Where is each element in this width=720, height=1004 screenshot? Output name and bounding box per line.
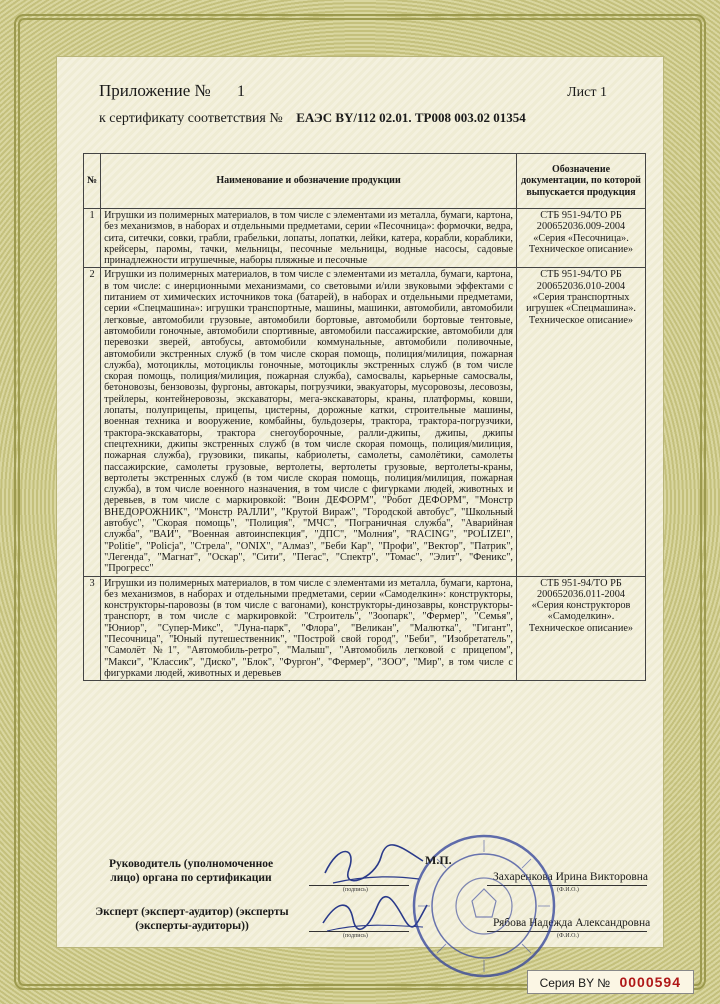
row-doc: СТБ 951-94/ТО РБ 200652036.010-2004 «Серия транспортных игрушек «Спецмашина». Техническое описание» bbox=[517, 268, 646, 576]
head-signature-caption: (подпись) bbox=[343, 887, 368, 893]
table-row bbox=[84, 268, 646, 576]
stamp-mark: М.П. bbox=[425, 853, 452, 867]
header-doc: Обозначение документации, по которой выпускается продукция bbox=[517, 154, 646, 209]
header-num: № bbox=[84, 154, 101, 209]
row-num: 3 bbox=[84, 576, 101, 681]
header-name: Наименование и обозначение продукции bbox=[101, 154, 517, 209]
expert-signature-caption: (подпись) bbox=[343, 933, 368, 939]
row-doc: СТБ 951-94/ТО РБ 200652036.011-2004 «Серия конструкторов «Самоделкин». Техническое описание» bbox=[517, 576, 646, 681]
table-row bbox=[84, 576, 646, 681]
expert-name: Рябова Надежда Александровна bbox=[493, 917, 651, 929]
row-name: Игрушки из полимерных материалов, в том числе с элементами из металла, бумаги, картона, без механизмов, в наборах и отдельными предметами, серии «Песочница»: формочки, ведра, сита, ситечки, совки, грабли, грабельки, лопаты, лопатки, лейки, катера, корабли, кораблики, крейсеры, паромы, тачки, мельницы, песочные мельницы, водные насосы, садовые принадлежности игрушечные, наборы пляжные и песочные bbox=[101, 209, 517, 268]
table-row bbox=[84, 209, 646, 268]
head-name: Захаренкова Ирина Викторовна bbox=[493, 871, 649, 883]
expert-name-caption: (Ф.И.О.) bbox=[557, 933, 579, 939]
row-doc: СТБ 951-94/ТО РБ 200652036.009-2004 «Серия «Песочница». Техническое описание» bbox=[517, 209, 646, 268]
products-table bbox=[83, 153, 646, 681]
table-header-row bbox=[84, 154, 646, 209]
appendix-title bbox=[99, 81, 245, 101]
head-name-caption: (Ф.И.О.) bbox=[557, 887, 579, 893]
appendix-number: 1 bbox=[236, 83, 245, 100]
certificate-reference bbox=[99, 110, 526, 127]
certificate-body bbox=[56, 56, 664, 948]
appendix-label: Приложение № bbox=[99, 81, 211, 100]
row-num: 2 bbox=[84, 268, 101, 576]
head-label: Руководитель (уполномоченное лицо) органа по сертификации bbox=[108, 858, 274, 884]
expert-label: Эксперт (эксперт-аудитор) (эксперты (эксперты-аудиторы)) bbox=[95, 906, 289, 932]
cert-number: ЕАЭС BY/112 02.01. ТР008 003.02 01354 bbox=[296, 110, 526, 125]
cert-prefix: к сертификату соответствия № bbox=[99, 111, 283, 126]
row-name: Игрушки из полимерных материалов, в том числе с элементами из металла, бумаги, картона, в том числе: с инерционными механизмами, со световыми и/или звуковыми эффектами с питанием от химических источников тока (батарей), в наборах и отдельными предметами, серии «Спецмашина»: игрушки транспортные, машины, машинки, автомобили, автомобили легковые, автомобили грузовые, автомобили бортовые, автомобили бортовые тентовые, автомобили гоночные, автомобили спортивные, автомобили пассажирские, автомобили для перевозки зверей, автобусы, автомобили коммунальные, автомобили поливочные, автомобили экстренных служб (в том числе скорая помощь, полиция/милиция, пожарная служба), мотоциклы, мотоциклы гоночные, мотоциклы экстренных служб (в том числе скорая помощь, полиция/милиция, пожарная служба), самосвалы, карьерные самосвалы, бетоновозы, бензовозы, фургоны, автокары, погрузчики, эвакуаторы, мусоровозы, лесовозы, трейлеры, контейнеровозы, экскаваторы, мега-экскаваторы, краны, платформы, ковши, лопаты, полуприцепы, прицепы, цистерны, дорожные катки, строительные машины, военная техника и вооружение, комбайны, бульдозеры, трактора, трактора-погрузчики, трактора-экскаваторы, трактора снегоуборочные, ралли-джипы, джипы, джипы спецтехники, джипы экстренных служб (в том числе скорая помощь, полиция/милиция, пожарная служба), грузовики, пикапы, кабриолеты, самолеты, самолётики, самолеты пассажирские, самолеты грузовые, вертолеты, вертолеты грузовые, вертолеты-краны, вертолеты экстренных служб (в том числе скорая помощь, полиция/милиция, пожарная служба), в том числе военного назначения, в том числе с фигурками людей, животных и деревьев, в том числе с маркировкой: "Воин ДЕФОРМ", "Робот ДЕФОРМ", "Монстр ВНЕДОРОЖНИК", "Монстр РАЛЛИ", "Крутой Вираж", "Городской автобус", "Школьный автобус", "Скорая помощь", "Полиция", "МЧС", "Пограничная служба", "Аварийная служба", "ВАИ", "Военная автоинспекция", "ДПС", "Молния", "RACING", "POLIZEI", "Politie", "Policja", "Стрела", "ONIX", "Алмаз", "Беби Кар", "Профи", "Вектор", "Патрик", "Легенда", "Магнат", "Оскар", "Сити", "Пегас", "Спектр", "Томас", "Элит", "Феникс", "Прогресс" bbox=[101, 268, 517, 576]
row-name: Игрушки из полимерных материалов, в том числе с элементами из металла, бумаги, картона, без механизмов, в наборах и отдельными предметами, серии «Самоделкин»: конструкторы, конструкторы-паровозы (в том числе с вагонами), конструкторы-динозавры, конструкторы-транспорт, в том числе с маркировкой: "Строитель", "Зоопарк", "Фермер", "Семья", "Юниор", "Супер-Микс", "Луна-парк", "Флора", "Великан", "Малютка", "Гигант", "Песочница", "Юный путешественник", "Построй свой город", "Беби", "Изобретатель", "Самолёт №1", "Автомобиль-ретро", "Малыш", "Автомобиль легковой с прицепом", "Макси", "Классик", "Диско", "Блок", "Фургон", "Фермер", "ЗОО", "Мир", в том числе с фигурками людей, животных и деревьев bbox=[101, 576, 517, 681]
serial-number-box bbox=[527, 970, 694, 994]
serial-label: Серия BY № bbox=[539, 976, 611, 990]
serial-number: 0000594 bbox=[619, 974, 681, 990]
sheet-number: Лист 1 bbox=[567, 85, 607, 100]
row-num: 1 bbox=[84, 209, 101, 268]
